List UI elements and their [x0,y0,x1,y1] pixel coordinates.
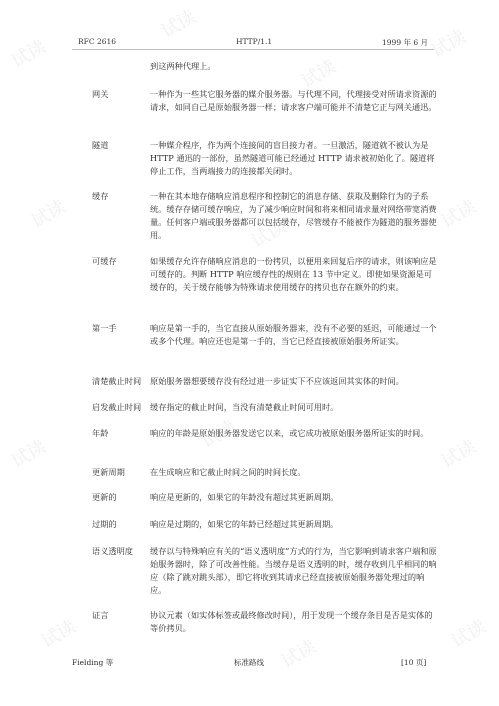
term-definition: 一种作为一些其它服务器的媒介服务器。与代理不同，代理接受对所请求资源的请求，如同自己是原始服务器一样；请求客户端可能并不清楚它正与网关通迅。 [150,89,437,112]
term-definition: 一种媒介程序，作为两个连接间的盲目接力者。一旦激活，隧道就不被认为是 HTTP 通迅的一部份，虽然隧道可能已经通过 HTTP 请求被初始化了。隧道将停止工作，当两端接力的连接都关闭时。 [150,140,435,176]
term-definition: 响应是第一手的，当它直接从原始服务器来，没有不必要的延迟，可能通过一个或多个代理。响应还也是第一手的，当它已经直接被原始服务所证实。 [150,323,437,346]
watermark-text: 试读 [27,196,70,233]
term-label: 清楚截止时间 [92,376,142,386]
watermark-text: 试读 [297,56,340,93]
watermark-text: 试读 [437,436,480,473]
term-label: 隧道 [92,140,109,150]
watermark-text: 试读 [277,636,320,673]
term-definition: 在生成响应和它截止时间之间的时间长度。 [150,467,306,477]
term-definition: 缓存以与特殊响应有关的“语义透明度”方式的行为，当它影响到请求客户端和原始服务器时，除了可改善性能。当缓存是语义透明的时，缓存收到几乎相同的响应（除了跳对跳头部），即它将收到其请求已经直接被原始服务器处理过的响应。 [150,546,437,595]
watermark-text: 试读 [197,416,240,453]
watermark-text: 试读 [447,616,490,653]
header-protocol: HTTP/1.1 [236,37,273,46]
term-definition: 如果缓存允许存储响应消息的一份拷贝，以便用来回复后序的请求，则该响应是可缓存的。判断 HTTP 响应缓存性的规则在 13 节中定义。即使如果资源是可缓存的，关于缓存能够为特殊请求使用缓存的拷贝也存在额外的约束。 [150,256,437,292]
term-definition: 响应是更新的，如果它的年龄没有超过其更新周期。 [150,492,339,502]
watermark-text: 试读 [427,26,470,63]
term-label: 缓存 [92,191,109,201]
watermark-text: 试读 [7,36,50,73]
continued-paragraph: 到这两种代理上。 [150,61,216,71]
watermark-text: 试读 [157,6,200,43]
term-definition: 原始服务器想要缓存没有经过进一步证实下不应该返回其实体的时间。 [150,376,404,386]
watermark-text: 试读 [247,216,290,253]
term-definition: 响应是过期的，如果它的年龄已经超过其更新周期。 [150,519,339,529]
footer-author: Fielding 等 [72,658,114,667]
watermark-text: 试读 [437,196,480,233]
watermark-text: 试读 [7,436,50,473]
term-definition: 响应的年龄是原始服务器发送它以来，或它成功被原始服务器所证实的时间。 [150,428,429,438]
term-label: 过期的 [92,519,117,529]
term-label: 更新的 [92,492,117,502]
term-label: 年龄 [92,428,109,438]
header-rfc-number: RFC 2616 [78,37,117,46]
term-label: 证言 [92,610,109,620]
term-label: 网关 [92,89,109,99]
term-definition: 缓存指定的截止时间，当没有清楚截止时间可用时。 [150,402,339,412]
header-date: 1999 年 6 月 [382,38,429,47]
term-label: 可缓存 [92,256,117,266]
term-definition: 协议元素（如实体标签或最终修改时间），用于发现一个缓存条目是否是实体的等价拷贝。 [150,610,433,633]
term-label: 第一手 [92,323,117,333]
term-label: 更新周期 [92,467,125,477]
footer-page-number: [10 页] [401,658,427,667]
term-label: 语义透明度 [92,546,133,556]
term-definition: 一种在其本地存储响应消息程序和控制它的消息存储、获取及删除行为的子系统。缓存存储可缓存响应，为了减少响应时间和将来相同请求量对网络带宽消费量。任何客户端或服务器都可以包括缓存，尽管缓存不能被作为隧道的服务器使用。 [150,191,437,240]
watermark-text: 试读 [37,616,80,653]
footer-track: 标准路线 [234,658,264,667]
term-label: 启发截止时间 [92,402,142,412]
